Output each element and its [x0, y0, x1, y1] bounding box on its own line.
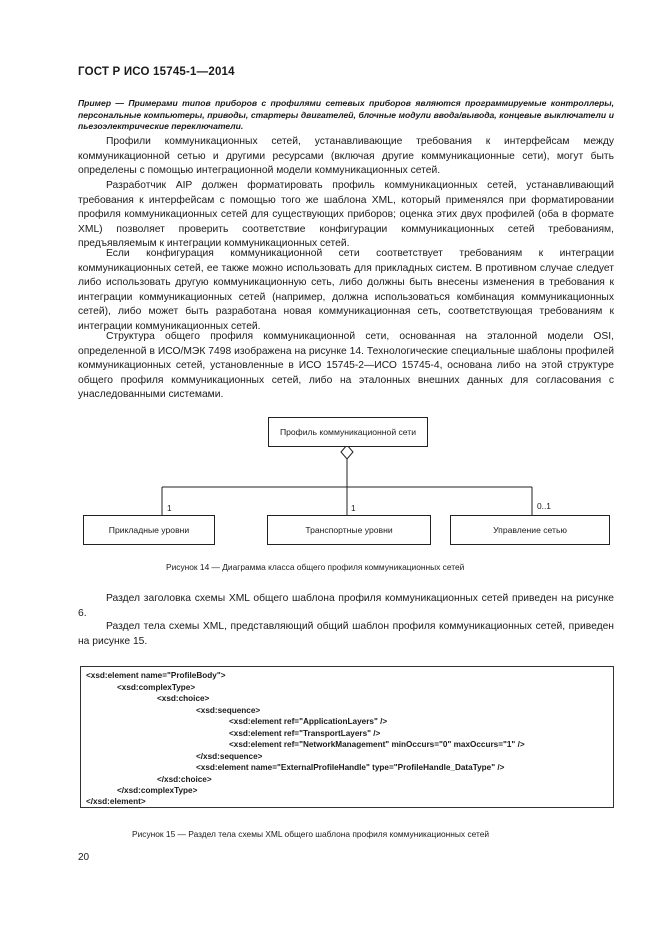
- code-line: <xsd:element ref="NetworkManagement" minOccurs="0" maxOccurs="1" />: [229, 740, 525, 749]
- paragraph-1: Профили коммуникационных сетей, устанавливающие требования к интерфейсам между коммуникационной сетью и другими ресурсами (включая другие коммуникационные сети), могут быть определены с помощью интеграционной модели коммуникационных сетей.: [78, 136, 614, 177]
- paragraph-5: Раздел заголовка схемы XML общего шаблона профиля коммуникационных сетей приведен на рисунке 6.: [78, 593, 614, 619]
- multiplicity-transport: 1: [351, 503, 356, 513]
- class-box-network-profile: Профиль коммуникационной сети: [268, 417, 428, 447]
- paragraph-6: Раздел тела схемы XML, представляющий общий шаблон профиля коммуникационных сетей, приведен на рисунке 15.: [78, 621, 614, 647]
- figure-14-caption: Рисунок 14 — Диаграмма класса общего профиля коммуникационных сетей: [166, 562, 465, 572]
- code-line: <xsd:element name="ProfileBody">: [86, 671, 226, 680]
- multiplicity-application: 1: [167, 503, 172, 513]
- code-line: </xsd:complexType>: [117, 786, 198, 795]
- document-header: ГОСТ Р ИСО 15745-1—2014: [78, 66, 235, 78]
- code-line: </xsd:element>: [86, 797, 146, 806]
- code-line: <xsd:element ref="TransportLayers" />: [229, 728, 381, 738]
- class-box-transport-layers: Транспортные уровни: [267, 515, 431, 545]
- page-number: 20: [78, 852, 90, 863]
- code-line: </xsd:sequence>: [196, 751, 263, 761]
- figure-15-caption: Рисунок 15 — Раздел тела схемы XML общего шаблона профиля коммуникационных сетей: [132, 829, 490, 839]
- code-line: <xsd:choice>: [157, 694, 210, 703]
- example-note: Пример — Примерами типов приборов с профилями сетевых приборов являются программируемые контроллеры, персональные компьютеры, приводы, стартеры двигателей, блочные модули ввода/вывода, концевые выключатели и пьезоэлектрические переключатели.: [78, 98, 614, 131]
- paragraph-4: Структура общего профиля коммуникационной сети, основанная на эталонной модели OSI, определенной в ИСО/МЭК 7498 изображена на рисунке 14. Технологические специальные шаблоны профилей коммуникационных сетей, установленные в ИСО 15745-2—ИСО 15745-4, основана либо на этой структуре общего профиля коммуникационных сетей, либо на эталонных внешних данных для согласования с унаследованными системами.: [78, 331, 614, 401]
- class-box-application-layers: Прикладные уровни: [83, 515, 215, 545]
- code-line: <xsd:element ref="ApplicationLayers" />: [229, 717, 388, 726]
- xml-code-block: [80, 666, 614, 808]
- code-line: <xsd:complexType>: [117, 682, 196, 692]
- code-line: <xsd:sequence>: [196, 705, 261, 715]
- code-line: <xsd:element name="ExternalProfileHandle" type="ProfileHandle_DataType" />: [196, 763, 505, 772]
- aggregation-diamond: [341, 445, 353, 459]
- multiplicity-network: 0..1: [537, 501, 551, 511]
- code-line: </xsd:choice>: [157, 774, 212, 784]
- paragraph-2: Разработчик AIP должен форматировать профиль коммуникационных сетей, устанавливающий требования к интерфейсам с помощью того же шаблона XML, который применялся при форматировании профиля коммуникационных сетей для существующих приборов; оценка этих двух профилей (оба в формате XML) позволяет проверить соответствие конфигурации коммуникационных сетей требованиям, предъявляемым к интеграции коммуникационных сетей.: [78, 180, 614, 250]
- class-box-network-management: Управление сетью: [450, 515, 610, 545]
- paragraph-3: Если конфигурация коммуникационной сети соответствует требованиям к интеграции коммуникационных сетей, ее также можно использовать для прикладных систем. В противном случае следует либо использовать другую коммуникационную сеть, либо должны быть внесены изменения в требования к интеграции коммуникационных сетей (например, должна использоваться комбинация коммуникационных сетей), либо может быть разработана новая коммуникационная сеть, соответствующая требованиям к интеграции коммуникационных сетей.: [78, 248, 614, 332]
